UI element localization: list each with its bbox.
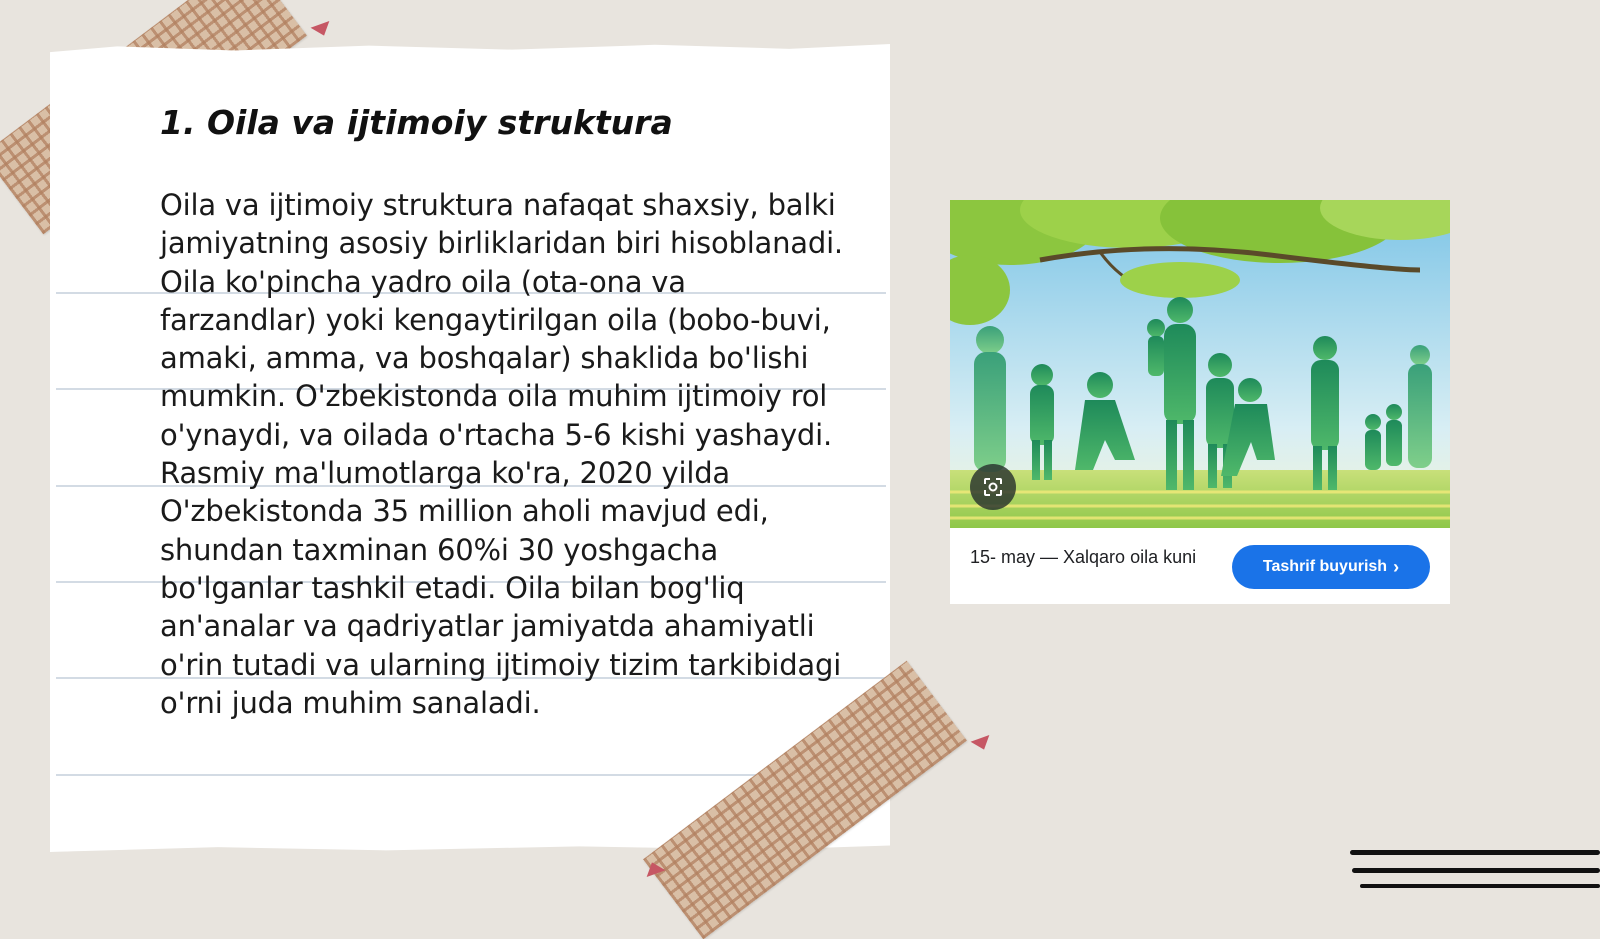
tape-tip-marker	[971, 735, 994, 753]
google-lens-icon[interactable]	[970, 464, 1016, 510]
visit-button-label: Tashrif buyurish	[1262, 558, 1388, 575]
family-silhouettes-image[interactable]	[950, 200, 1450, 528]
image-caption: 15- may — Xalqaro oila kuni	[970, 547, 1197, 567]
slide-body-text: Oila va ijtimoiy struktura nafaqat shaxsiy, balki jamiyatning asosiy birliklaridan biri hisoblanadi. Oila ko'pincha yadro oila (ota-ona va farzandlar) yoki kengaytirilgan oila (bobo-buvi, amaki, amma, va boshqalar) shaklida bo'lishi mumkin. O'zbekistonda oila muhim ijtimoiy rol o'ynaydi, va oilada o'rtacha 5-6 kishi yashaydi. Rasmiy ma'lumotlarga ko'ra, 2020 yilda O'zbekistonda 35 million aholi mavjud edi, shundan taxminan 60%i 30 yoshgacha bo'lganlar tashkil etadi. Oila bilan bog'liq an'analar va qadriyatlar jamiyatda ahamiyatli o'rin tutadi va ularning ijtimoiy tizim tarkibidagi o'rni juda muhim sanaladi.	[160, 188, 843, 720]
brush-stroke	[1350, 850, 1600, 855]
brush-stroke	[1352, 868, 1600, 873]
brush-stroke	[1360, 884, 1600, 888]
visit-site-button[interactable]	[1232, 545, 1430, 589]
tape-tip-marker	[311, 21, 334, 39]
image-result-card[interactable]	[950, 200, 1450, 604]
chevron-right-icon: ›	[1393, 556, 1400, 577]
slide-title: 1. Oila va ijtimoiy struktura	[160, 103, 673, 142]
